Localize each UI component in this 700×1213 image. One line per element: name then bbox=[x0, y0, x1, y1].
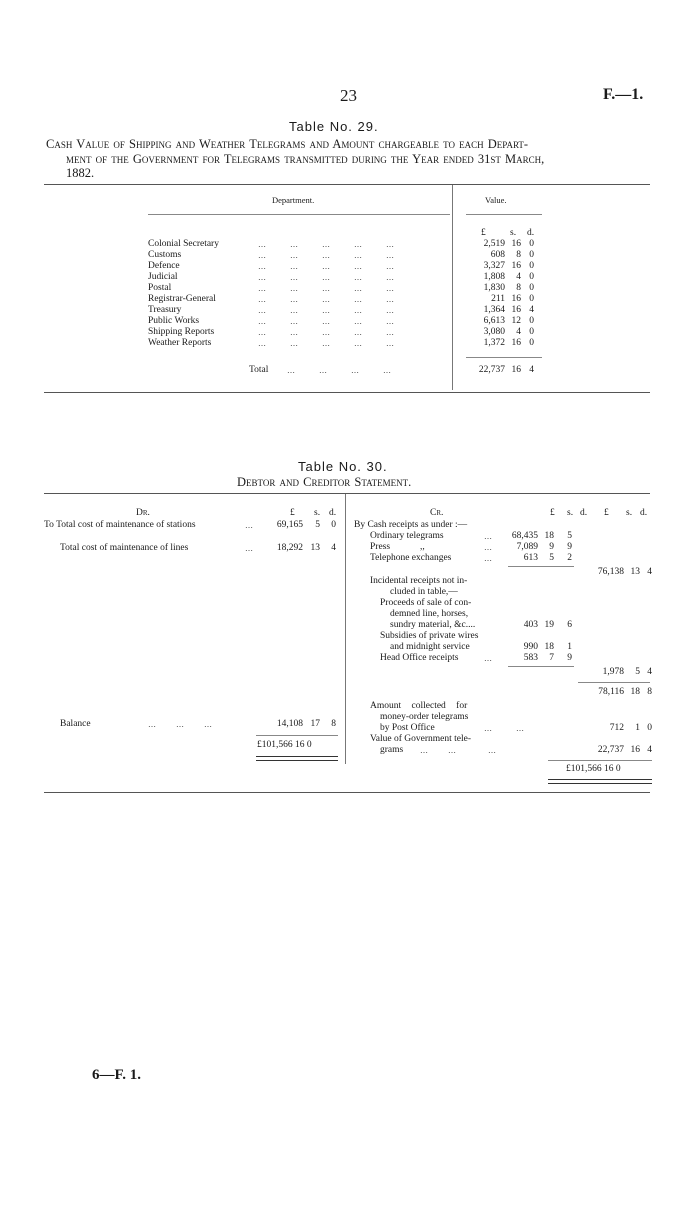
cr-value-leader: … … … bbox=[420, 746, 496, 755]
cr-cash-rule bbox=[508, 566, 574, 567]
cr-press-pounds: 7,089 bbox=[516, 542, 538, 552]
cr-headoffice-leader: … bbox=[484, 654, 492, 663]
dr-row-stations-pence: 0 bbox=[331, 520, 336, 530]
cr-ordinary-pounds: 68,435 bbox=[511, 531, 538, 541]
dr-balance-pounds: 14,108 bbox=[276, 719, 303, 729]
cr-telephone-pounds: 613 bbox=[523, 553, 538, 563]
cr-subsidies-shillings: 18 bbox=[544, 642, 554, 652]
table29-row-shillings: 16 bbox=[511, 239, 521, 249]
table29-row-pence: 0 bbox=[529, 316, 534, 326]
cr-press-pence: 9 bbox=[567, 542, 572, 552]
dr-row-lines-pounds: 18,292 bbox=[276, 543, 303, 553]
cr-headoffice-pence: 9 bbox=[567, 653, 572, 663]
table29-row-dept: Shipping Reports bbox=[148, 327, 215, 337]
table30-cr-unit-pence-2: d. bbox=[640, 508, 648, 518]
table29-row-leader: … … … … … bbox=[258, 317, 394, 326]
dr-row-lines-leader: … bbox=[245, 544, 253, 553]
table29-top-rule bbox=[44, 184, 650, 185]
cr-subsidies-line2: and midnight service bbox=[390, 642, 470, 652]
cr-incidental-sum-shillings: 5 bbox=[635, 667, 640, 677]
dr-row-stations-leader: … bbox=[245, 521, 253, 530]
table29-unit-pence: d. bbox=[527, 228, 535, 238]
table30-cr-unit-pounds-2: £ bbox=[604, 508, 609, 518]
table29-row-pounds: 6,613 bbox=[483, 316, 505, 326]
table29-row-pence: 0 bbox=[529, 261, 534, 271]
cr-telephone-shillings: 5 bbox=[549, 553, 554, 563]
paper-code: F.—1. bbox=[603, 86, 644, 103]
table29-row-pounds: 1,372 bbox=[483, 338, 505, 348]
table29-row-leader: … … … … … bbox=[258, 339, 394, 348]
cr-amount-line1: Amount collected for bbox=[370, 701, 468, 711]
table29-row-pounds: 608 bbox=[490, 250, 505, 260]
cr-ordinary-label: Ordinary telegrams bbox=[370, 531, 444, 541]
table29-row-dept: Colonial Secretary bbox=[148, 239, 219, 249]
cr-incidental-rule bbox=[508, 666, 574, 667]
table29-row-pence: 0 bbox=[529, 272, 534, 282]
cr-subsidies-pounds: 990 bbox=[523, 642, 538, 652]
table29-row-pence: 0 bbox=[529, 283, 534, 293]
table29-row-leader: … … … … … bbox=[258, 251, 394, 260]
table29-total-label: Total bbox=[249, 365, 269, 375]
table29-row-pounds: 1,830 bbox=[483, 283, 505, 293]
table29-row-pence: 0 bbox=[529, 338, 534, 348]
table29-row-leader: … … … … … bbox=[258, 306, 394, 315]
table29-row-dept: Postal bbox=[148, 283, 172, 293]
cr-cash-sum-shillings: 13 bbox=[630, 567, 640, 577]
cr-press-label: Press bbox=[370, 542, 391, 552]
table29-sum-rule bbox=[466, 357, 542, 358]
cr-proceeds-pence: 6 bbox=[567, 620, 572, 630]
dr-row-stations-pounds: 69,165 bbox=[276, 520, 303, 530]
table29-bottom-rule bbox=[44, 392, 650, 393]
table30-cr-unit-pence-1: d. bbox=[580, 508, 588, 518]
cr-subtotal-pence: 8 bbox=[647, 687, 652, 697]
table29-row-dept: Customs bbox=[148, 250, 182, 260]
cr-subtotal-rule bbox=[578, 682, 650, 683]
cr-proceeds-line1: Proceeds of sale of con- bbox=[380, 598, 472, 608]
cr-cash-sum-pence: 4 bbox=[647, 567, 652, 577]
cr-value-shillings: 16 bbox=[630, 745, 640, 755]
cr-grand-total: £101,566 16 0 bbox=[566, 764, 621, 774]
table29-caption-line1: Cash Value of Shipping and Weather Telegrams and Amount chargeable to each Depart- bbox=[46, 137, 529, 151]
cr-telephone-leader: … bbox=[484, 554, 492, 563]
table29-title: Table No. 29. bbox=[289, 119, 379, 134]
cr-headoffice-shillings: 7 bbox=[549, 653, 554, 663]
dr-row-stations-label: To Total cost of maintenance of stations bbox=[44, 520, 196, 530]
table30-title: Table No. 30. bbox=[298, 459, 388, 474]
page-number: 23 bbox=[340, 86, 357, 105]
table30-cr-unit-shillings-1: s. bbox=[567, 508, 574, 518]
cr-proceeds-line3: sundry material, &c.... bbox=[390, 620, 476, 630]
table29-column-divider bbox=[452, 185, 453, 390]
table29-row-dept: Weather Reports bbox=[148, 338, 212, 348]
cr-double-rule bbox=[548, 779, 652, 784]
cr-amount-shillings: 1 bbox=[635, 723, 640, 733]
cr-amount-pence: 0 bbox=[647, 723, 652, 733]
cr-proceeds-line2: demned line, horses, bbox=[390, 609, 469, 619]
dr-balance-pence: 8 bbox=[331, 719, 336, 729]
table30-dr-unit-pounds: £ bbox=[290, 508, 295, 518]
cr-incidental-sum-pounds: 1,978 bbox=[602, 667, 624, 677]
cr-headoffice-pounds: 583 bbox=[523, 653, 538, 663]
table30-dr-unit-shillings: s. bbox=[314, 508, 321, 518]
cr-proceeds-shillings: 19 bbox=[544, 620, 554, 630]
table29-row-leader: … … … … … bbox=[258, 240, 394, 249]
dr-row-lines-label: Total cost of maintenance of lines bbox=[60, 543, 189, 553]
cr-subsidies-line1: Subsidies of private wires bbox=[380, 631, 479, 641]
cr-subtotal-pounds: 78,116 bbox=[598, 687, 624, 697]
footer-signature: 6—F. 1. bbox=[92, 1067, 142, 1083]
dr-row-stations-shillings: 5 bbox=[315, 520, 320, 530]
table30-bottom-rule bbox=[44, 792, 650, 793]
table29-header-rule bbox=[148, 214, 450, 215]
dr-balance-leader: … … … bbox=[148, 720, 212, 729]
table30-column-divider bbox=[345, 494, 346, 764]
table29-row-leader: … … … … … bbox=[258, 328, 394, 337]
table29-row-leader: … … … … … bbox=[258, 295, 394, 304]
table29-row-dept: Judicial bbox=[148, 272, 178, 282]
table29-row-pence: 0 bbox=[529, 327, 534, 337]
table29-col-department: Department. bbox=[272, 195, 315, 205]
cr-telephone-label: Telephone exchanges bbox=[370, 553, 452, 563]
table30-dr-unit-pence: d. bbox=[329, 508, 337, 518]
dr-double-rule bbox=[256, 756, 338, 761]
cr-press-leader: … bbox=[484, 543, 492, 552]
table30-dr-head: Dr. bbox=[136, 508, 150, 518]
cr-amount-pounds: 712 bbox=[609, 723, 624, 733]
table29-header-rule-value bbox=[466, 214, 542, 215]
dr-row-lines-pence: 4 bbox=[331, 543, 336, 553]
cr-total-rule bbox=[548, 760, 652, 761]
table29-row-shillings: 12 bbox=[511, 316, 521, 326]
table29-row-leader: … … … … … bbox=[258, 273, 394, 282]
table29-row-shillings: 16 bbox=[511, 338, 521, 348]
table29-row-pence: 4 bbox=[529, 305, 534, 315]
cr-telephone-pence: 2 bbox=[567, 553, 572, 563]
table29-caption-line3: 1882. bbox=[66, 166, 95, 180]
table29-total-pounds: 22,737 bbox=[478, 365, 505, 375]
cr-amount-line2: money-order telegrams bbox=[380, 712, 469, 722]
table29-row-dept: Defence bbox=[148, 261, 180, 271]
cr-press-shillings: 9 bbox=[549, 542, 554, 552]
cr-headoffice-label: Head Office receipts bbox=[380, 653, 459, 663]
table29-row-shillings: 4 bbox=[516, 272, 521, 282]
cr-ordinary-shillings: 18 bbox=[544, 531, 554, 541]
table29-total-pence: 4 bbox=[529, 365, 534, 375]
cr-subtotal-shillings: 18 bbox=[630, 687, 640, 697]
table29-row-shillings: 16 bbox=[511, 305, 521, 315]
table29-row-pounds: 2,519 bbox=[483, 239, 505, 249]
dr-balance-label: Balance bbox=[60, 719, 91, 729]
table29-col-value: Value. bbox=[485, 195, 507, 205]
dr-row-lines-shillings: 13 bbox=[310, 543, 320, 553]
table29-row-shillings: 16 bbox=[511, 294, 521, 304]
dr-grand-total: £101,566 16 0 bbox=[257, 740, 312, 750]
table29-unit-pounds: £ bbox=[481, 228, 486, 238]
table29-row-dept: Treasury bbox=[148, 305, 182, 315]
table29-unit-shillings: s. bbox=[510, 228, 517, 238]
table29-caption-line2: ment of the Government for Telegrams transmitted during the Year ended 31st March, bbox=[66, 152, 545, 166]
table30-top-rule bbox=[44, 493, 650, 494]
table30-cr-head: Cr. bbox=[430, 508, 444, 518]
table29-row-pence: 0 bbox=[529, 294, 534, 304]
table29-row-pence: 0 bbox=[529, 239, 534, 249]
table30-cr-unit-pounds-1: £ bbox=[550, 508, 555, 518]
table29-row-pence: 0 bbox=[529, 250, 534, 260]
cr-amount-line3: by Post Office bbox=[380, 723, 435, 733]
table29-row-dept: Registrar-General bbox=[148, 294, 216, 304]
table29-row-pounds: 1,364 bbox=[483, 305, 505, 315]
cr-value-line2: grams bbox=[380, 745, 404, 755]
table29-row-dept: Public Works bbox=[148, 316, 200, 326]
table29-row-pounds: 1,808 bbox=[483, 272, 505, 282]
cr-value-pounds: 22,737 bbox=[597, 745, 624, 755]
cr-incidental-sum-pence: 4 bbox=[647, 667, 652, 677]
cr-incidental-line1: Incidental receipts not in- bbox=[370, 576, 468, 586]
table29-total-leader: … … … … bbox=[287, 366, 391, 375]
cr-ordinary-leader: … bbox=[484, 532, 492, 541]
table29-row-shillings: 16 bbox=[511, 261, 521, 271]
table29-row-shillings: 4 bbox=[516, 327, 521, 337]
table30-subtitle: Debtor and Creditor Statement. bbox=[237, 475, 412, 489]
cr-proceeds-pounds: 403 bbox=[523, 620, 538, 630]
table29-row-leader: … … … … … bbox=[258, 262, 394, 271]
table29-row-pounds: 211 bbox=[491, 294, 505, 304]
cr-value-pence: 4 bbox=[647, 745, 652, 755]
cr-by-cash: By Cash receipts as under :— bbox=[354, 520, 468, 530]
table29-row-leader: … … … … … bbox=[258, 284, 394, 293]
table29-total-shillings: 16 bbox=[511, 365, 521, 375]
table30-cr-unit-shillings-2: s. bbox=[626, 508, 633, 518]
table29-row-pounds: 3,327 bbox=[483, 261, 505, 271]
cr-ordinary-pence: 5 bbox=[567, 531, 572, 541]
cr-amount-leader: … … bbox=[484, 724, 524, 733]
table29-row-shillings: 8 bbox=[516, 250, 521, 260]
cr-incidental-line2: cluded in table,— bbox=[390, 587, 458, 597]
dr-total-rule bbox=[256, 735, 338, 736]
table29-row-pounds: 3,080 bbox=[483, 327, 505, 337]
cr-subsidies-pence: 1 bbox=[567, 642, 572, 652]
cr-cash-sum-pounds: 76,138 bbox=[597, 567, 624, 577]
cr-press-ditto: ,, bbox=[420, 542, 425, 552]
dr-balance-shillings: 17 bbox=[310, 719, 320, 729]
table29-row-shillings: 8 bbox=[516, 283, 521, 293]
cr-value-line1: Value of Government tele- bbox=[370, 734, 472, 744]
